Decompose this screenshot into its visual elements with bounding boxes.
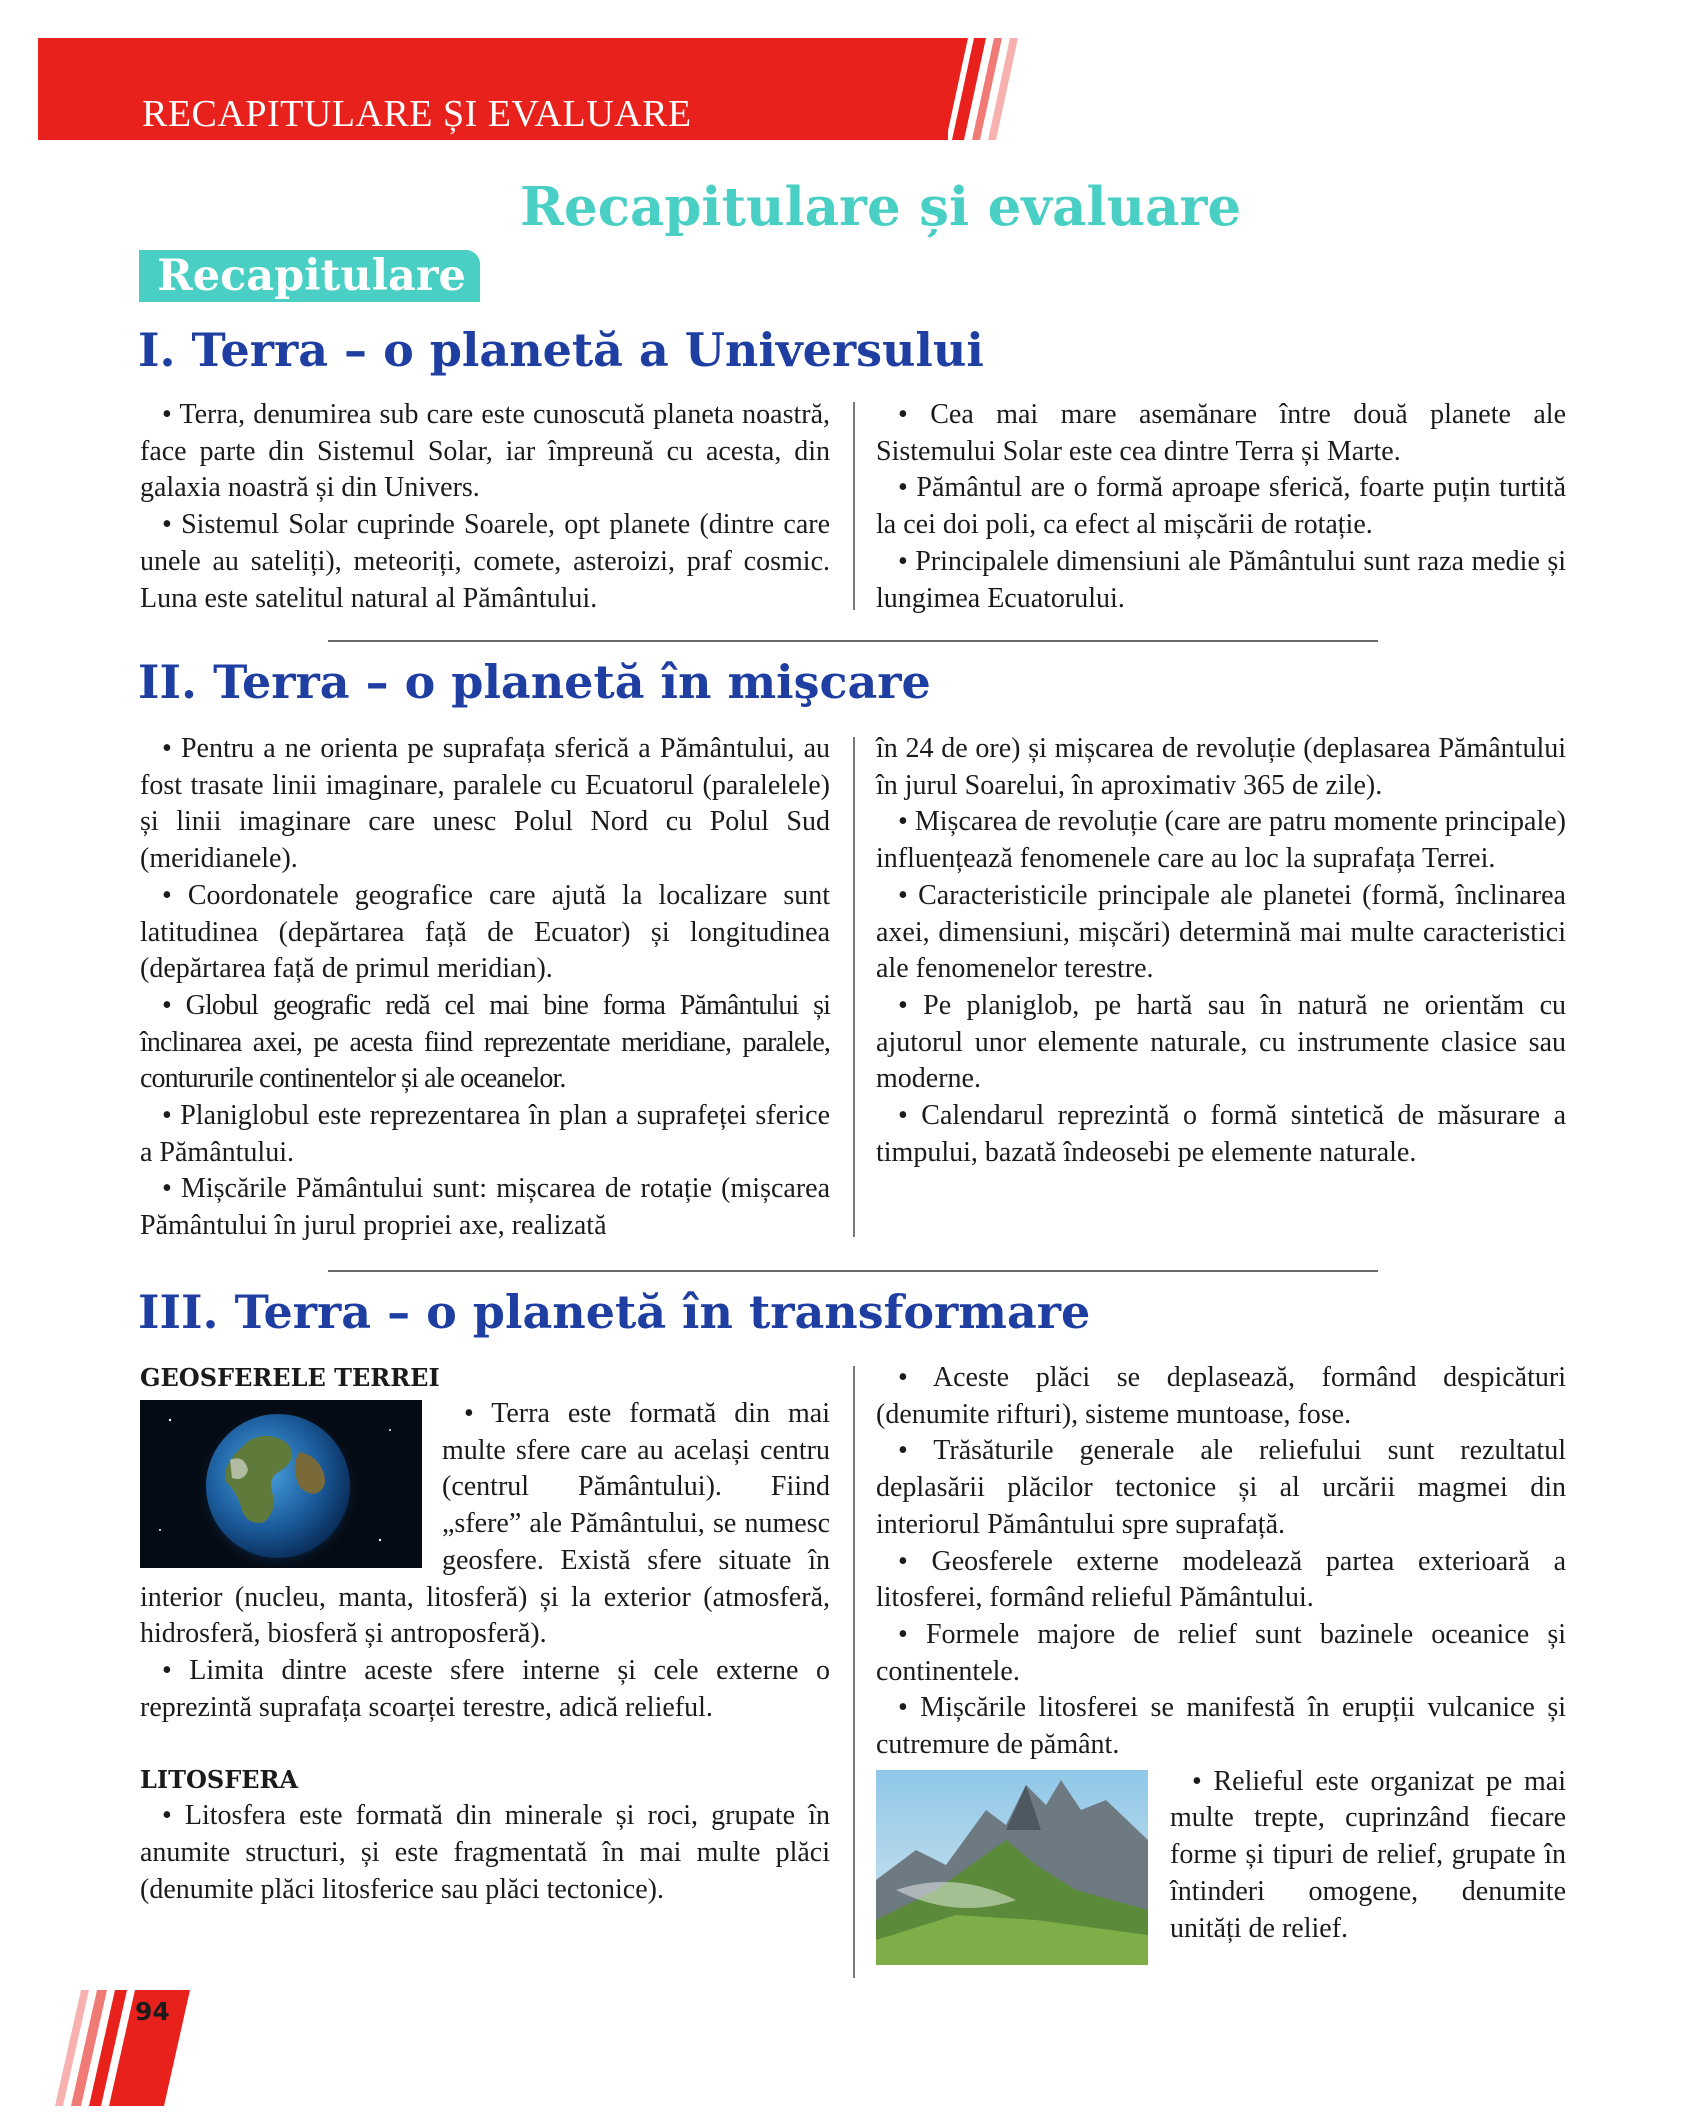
- section-1-right-column: [876, 397, 1566, 617]
- section-1-left-column: [140, 397, 830, 617]
- paragraph: • Sistemul Solar cuprinde Soarele, opt planete (dintre care unele au sateliți), meteoriți, comete, asteroizi, praf cosmic. Luna este satelitul natural al Pământului.: [140, 509, 830, 614]
- paragraph: • Pentru a ne orienta pe suprafața sferică a Pământului, au fost trasate linii imaginare, paralele cu Ecuatorul (paralelele) și linii imaginare care unesc Polul Nord cu Polul Sud (meridianele).: [140, 733, 830, 875]
- column-divider: [853, 737, 855, 1237]
- earth-image: [140, 1400, 422, 1568]
- paragraph: • Formele majore de relief sunt bazinele oceanice și continentele.: [876, 1618, 1566, 1687]
- paragraph: • Trăsăturile generale ale reliefului sunt rezultatul deplasării plăcilor tectonice și al urcării magmei din interiorul Pământului spre suprafață.: [876, 1435, 1566, 1540]
- paragraph: • Globul geografic redă cel mai bine forma Pământului și înclinarea axei, pe acesta fiind reprezentate meridiane, paralele, contururile continentelor și ale oceanelor.: [140, 989, 830, 1095]
- paragraph: • Terra, denumirea sub care este cunoscută planeta noastră, face parte din Sistemul Solar, iar împreună cu acesta, din galaxia noastră și din Univers.: [140, 399, 830, 504]
- paragraph: • Mișcarea de revoluție (care are patru momente principale) influențează fenomenele care au loc la suprafața Terrei.: [876, 806, 1566, 875]
- paragraph: • Limita dintre aceste sfere interne și cele externe o reprezintă suprafața scoarței terestre, adică relieful.: [140, 1654, 830, 1723]
- paragraph: • Calendarul reprezintă o formă sintetică de măsurare a timpului, bazată îndeosebi pe elemente naturale.: [876, 1100, 1566, 1168]
- paragraph: • Relieful este organizat pe mai multe trepte, cuprinzând fiecare forme și tipuri de relief, grupate în întinderi omogene, denumite unități de relief.: [1170, 1765, 1566, 1944]
- paragraph-continuation: în 24 de ore) și mișcarea de revoluție (deplasarea Pământului în jurul Soarelui, în aproximativ 365 de zile).: [876, 733, 1566, 801]
- header-stripes-decoration: [920, 38, 1020, 140]
- paragraph: • Mișcările Pământului sunt: mișcarea de rotație (mișcarea Pământului în jurul propriei axe, realizată: [140, 1173, 830, 1242]
- column-divider: [853, 1366, 855, 1978]
- paragraph: • Pe planiglob, pe hartă sau în natură ne orientăm cu ajutorul unor elemente naturale, cu instrumente clasice sau moderne.: [876, 989, 1566, 1095]
- paragraph: • Principalele dimensiuni ale Pământului sunt raza medie și lungimea Ecuatorului.: [876, 545, 1566, 614]
- section-2-left-column: [140, 731, 830, 1245]
- recapitulare-badge: Recapitulare: [139, 250, 480, 302]
- geosferele-subheading: GEOSFERELE TERREI: [140, 1363, 440, 1392]
- paragraph: • Mișcările litosferei se manifestă în erupții vulcanice și cutremure de pământ.: [876, 1692, 1566, 1761]
- column-divider: [853, 402, 855, 610]
- mountain-landscape-image: [876, 1770, 1148, 1965]
- section-1-heading: I. Terra – o planetă a Universului: [138, 323, 984, 377]
- section-divider: [328, 640, 1378, 642]
- section-2-heading: II. Terra – o planetă în mişcare: [138, 655, 931, 709]
- paragraph: • Pământul are o formă aproape sferică, foarte puțin turtită la cei doi poli, ca efect al mișcării de rotație.: [876, 472, 1566, 541]
- page-number: 94: [135, 1997, 170, 2026]
- section-2-right-column: [876, 731, 1566, 1171]
- paragraph: • Aceste plăci se deplasează, formând despicături (denumite rifturi), sisteme muntoase, fose.: [876, 1362, 1566, 1430]
- paragraph: • Geosferele externe modelează partea exterioară a litosferei, formând relieful Pământului.: [876, 1545, 1566, 1614]
- paragraph: • Cea mai mare asemănare între două planete ale Sistemului Solar este cea dintre Terra și Marte.: [876, 399, 1566, 467]
- section-3-heading: III. Terra – o planetă în transformare: [138, 1285, 1091, 1339]
- spacer: [140, 1726, 830, 1762]
- paragraph: • Caracteristicile principale ale planetei (formă, înclinarea axei, dimensiuni, mișcări) determină mai multe caracteristici ale fenomenelor terestre.: [876, 879, 1566, 985]
- section-divider: [328, 1270, 1378, 1272]
- paragraph: • Terra este formată din mai multe sfere care au același centru (centrul Pământului). Fiind „sfere” ale Pământului, se numesc geosfere. Există sfere situate în interior (nucleu, manta, litosferă) și la exterior (atmosferă, hidrosferă, biosferă și antroposferă).: [140, 1398, 830, 1650]
- running-header-title: RECAPITULARE ȘI EVALUARE: [142, 93, 692, 135]
- litosfera-subheading: LITOSFERA: [140, 1765, 299, 1795]
- paragraph: • Planiglobul este reprezentarea în plan a suprafeței sferice a Pământului.: [140, 1100, 830, 1168]
- section-3-left-column: [140, 1360, 830, 1908]
- paragraph: • Litosfera este formată din minerale și roci, grupate în anumite structuri, și este fragmentată în mai multe plăci (denumite plăci litosferice sau plăci tectonice).: [140, 1800, 830, 1905]
- section-3-right-column: [876, 1360, 1566, 1971]
- page-title: Recapitulare și evaluare: [520, 176, 1242, 238]
- paragraph: • Coordonatele geografice care ajută la localizare sunt latitudinea (depărtarea față de Ecuator) și longitudinea (depărtarea față de primul meridian).: [140, 879, 830, 985]
